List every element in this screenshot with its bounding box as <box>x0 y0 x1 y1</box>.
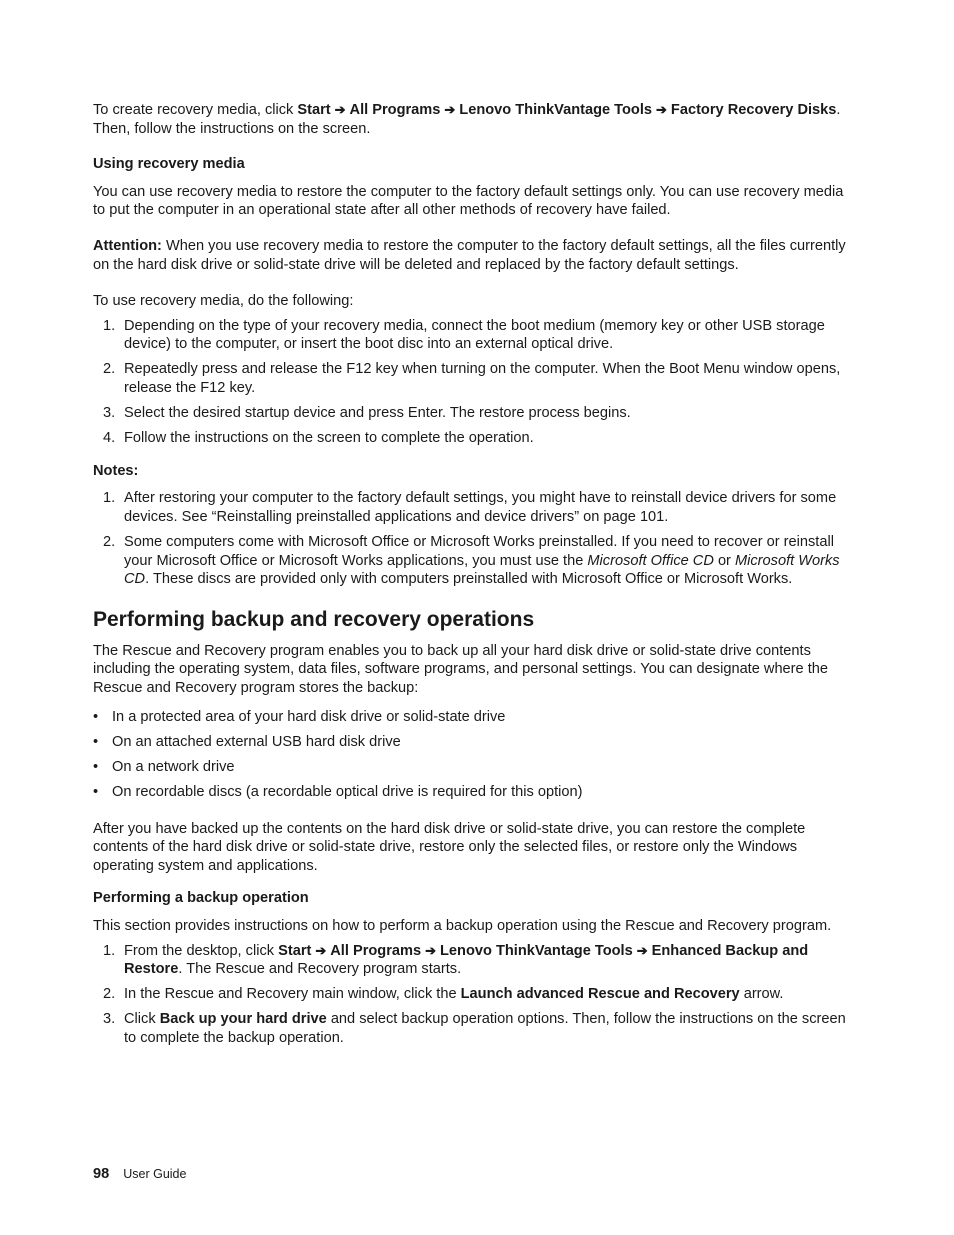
step-number: 4. <box>103 430 116 447</box>
arrow-icon: ➔ <box>425 942 437 958</box>
use-recovery-lead: To use recovery media, do the following: <box>93 293 354 310</box>
section-title: Performing backup and recovery operations <box>93 607 535 631</box>
attention-label: Attention: <box>93 237 162 254</box>
step-text: Follow the instructions on the screen to complete the operation. <box>124 430 534 447</box>
arrow-icon: ➔ <box>636 942 648 958</box>
office-cd-name: Microsoft Office CD <box>587 552 714 569</box>
list-item <box>93 404 849 423</box>
bullet-text: On an attached external USB hard disk drive <box>112 733 401 750</box>
note-text: or <box>713 552 735 569</box>
step-text: . The Rescue and Recovery program starts. <box>178 961 462 978</box>
bullet-icon: • <box>93 708 99 725</box>
list-item <box>93 758 849 777</box>
launch-advanced-label: Launch advanced Rescue and Recovery <box>460 986 740 1003</box>
list-item <box>93 783 849 802</box>
arrow-icon: ➔ <box>656 102 667 117</box>
recovery-steps-list <box>93 317 849 448</box>
bullet-text: In a protected area of your hard disk drive or solid-state drive <box>112 708 506 725</box>
bullet-text: On recordable discs (a recordable optical drive is required for this option) <box>112 783 583 800</box>
backup-operation-heading: Performing a backup operation <box>93 890 309 907</box>
backup-operation-paragraph: This section provides instructions on how to perform a backup operation using the Rescue and Recovery program. <box>93 917 832 934</box>
step-number: 1. <box>103 317 116 334</box>
step-number: 1. <box>103 942 116 959</box>
list-item <box>93 489 849 526</box>
step-text: Repeatedly press and release the F12 key when turning on the computer. When the Boot Menu window opens, release the F12 key. <box>124 361 841 397</box>
step-text: From the desktop, click <box>124 942 279 959</box>
menu-start: Start <box>297 102 331 118</box>
list-item <box>93 1010 849 1047</box>
bullet-text: On a network drive <box>112 758 235 775</box>
step-number: 3. <box>103 405 116 422</box>
list-item <box>93 317 849 354</box>
step-text: and select backup operation options. Then, follow the instructions on the screen to complete the backup operation. <box>124 1011 846 1046</box>
notes-list <box>93 489 849 588</box>
attention-paragraph <box>93 237 849 274</box>
list-item <box>93 942 849 979</box>
list-item <box>93 533 849 589</box>
list-item <box>93 733 849 752</box>
note-text: Some computers come with Microsoft Office or Microsoft Works preinstalled. If you need to recover or reinstall your Microsoft Office or Microsoft Works applications, you must use the <box>124 534 834 569</box>
list-item <box>93 708 849 727</box>
step-number: 2. <box>103 986 116 1003</box>
backup-steps-list <box>93 942 849 1048</box>
using-recovery-heading: Using recovery media <box>93 156 245 173</box>
intro-paragraph <box>93 101 849 138</box>
step-text: Select the desired startup device and press Enter. The restore process begins. <box>124 405 631 422</box>
menu-factory-recovery-disks: Factory Recovery Disks <box>670 102 837 118</box>
menu-all-programs: All Programs <box>349 102 441 118</box>
using-recovery-paragraph: You can use recovery media to restore the computer to the factory default settings only. You can use recovery media to put the computer in an operational state after all other methods of recovery have failed. <box>93 183 844 219</box>
backup-intro-paragraph: The Rescue and Recovery program enables you to back up all your hard disk drive or solid-state drive contents including the operating system, data files, software programs, and personal settings. You can designate where the Rescue and Recovery program stores the backup: <box>93 642 828 697</box>
attention-text: When you use recovery media to restore the computer to the factory default settings, all the files currently on the hard disk drive or solid-state drive will be deleted and replaced by the factory default settings. <box>93 237 846 273</box>
list-item <box>93 429 849 448</box>
bullet-icon: • <box>93 758 99 775</box>
note-number: 2. <box>103 534 116 551</box>
back-up-hard-drive-label: Back up your hard drive <box>159 1011 327 1028</box>
restore-paragraph: After you have backed up the contents on the hard disk drive or solid-state drive, you can restore the complete contents of the hard disk drive or solid-state drive, restore only the selected files, or restore only the Windows operating system and applications. <box>93 820 806 874</box>
menu-thinkvantage-tools: Lenovo ThinkVantage Tools <box>440 942 633 959</box>
note-number: 1. <box>103 490 116 507</box>
step-number: 3. <box>103 1011 116 1028</box>
bullet-icon: • <box>93 733 99 750</box>
list-item <box>93 985 849 1004</box>
arrow-icon: ➔ <box>334 102 346 117</box>
note-text: . These discs are provided only with computers preinstalled with Microsoft Office or Microsoft Works. <box>145 571 793 588</box>
page-footer <box>93 1165 186 1183</box>
page-body <box>93 101 849 1059</box>
backup-location-list <box>93 708 849 802</box>
document-title: User Guide <box>123 1167 187 1181</box>
step-text: Depending on the type of your recovery media, connect the boot medium (memory key or other USB storage device) to the computer, or insert the boot disc into an external optical drive. <box>124 317 825 353</box>
page-number: 98 <box>93 1166 110 1182</box>
bullet-icon: • <box>93 783 99 800</box>
step-text: In the Rescue and Recovery main window, click the <box>124 986 461 1003</box>
note-text: After restoring your computer to the factory default settings, you might have to reinstall device drivers for some devices. See “Reinstalling preinstalled applications and device drivers” on page 101. <box>124 490 837 525</box>
intro-text: To create recovery media, click <box>93 102 298 118</box>
step-text: arrow. <box>739 986 784 1003</box>
arrow-icon: ➔ <box>444 102 456 117</box>
menu-thinkvantage-tools: Lenovo ThinkVantage Tools <box>459 102 653 118</box>
list-item <box>93 360 849 397</box>
works-cd-name: Microsoft Works CD <box>124 552 840 588</box>
step-number: 2. <box>103 361 116 378</box>
menu-start: Start <box>278 942 312 959</box>
step-text: Click <box>124 1011 160 1028</box>
arrow-icon: ➔ <box>315 942 327 958</box>
intro-text-end: . Then, follow the instructions on the screen. <box>93 102 841 137</box>
notes-heading: Notes: <box>93 462 139 479</box>
menu-enhanced-backup-restore: Enhanced Backup and Restore <box>124 942 809 978</box>
menu-all-programs: All Programs <box>330 942 422 959</box>
